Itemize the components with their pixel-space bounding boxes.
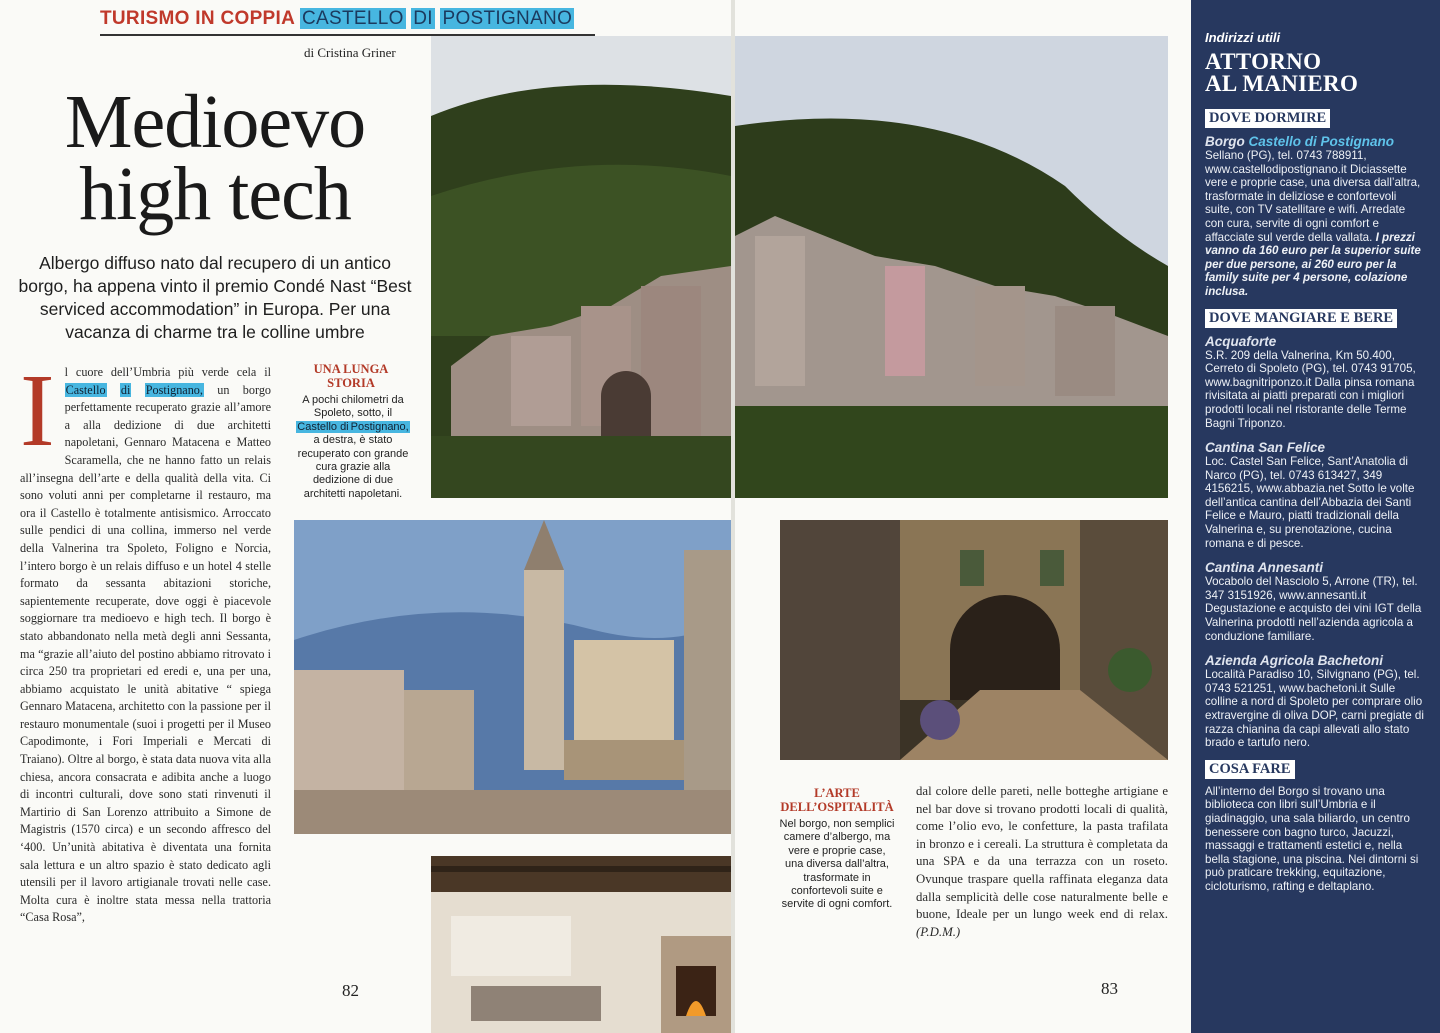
kicker-highlight-1: CASTELLO	[302, 8, 404, 29]
caption-1-highlight-a: Castello di	[297, 420, 349, 433]
venue-details: Località Paradiso 10, Silvignano (PG), tel. 0743 521251, www.bachetoni.it Sulle colline a nord di Spoleto per comprare olio extravergine di oliva DOP, carni pregiate di razza chianina da capi allevati allo stato brado e tartufo nero.	[1205, 668, 1424, 750]
caption-title-1-line-2: STORIA	[327, 376, 375, 390]
venue-name: Acquaforte	[1205, 333, 1277, 349]
headline	[20, 80, 410, 236]
venue-name: Azienda Agricola Bachetoni	[1205, 653, 1384, 669]
article-highlight-3: Postignano,	[145, 382, 203, 397]
caption-1-text-b: a destra, è stato recuperato con grande cura grazie alla dedizione di due architetti napoletani.	[297, 434, 409, 500]
drop-cap: I	[20, 353, 55, 468]
article-rest: un borgo perfettamente recuperato grazie all’amore a alla dedizione di due architetti napoletani, Gennaro Matacena e Matteo Scaramella, che ne hanno fatto un relais all’insegna dell’arte e della qualità della vita. Ci sono voluti anni per completarne il restauro, ma ora il Castello è totalmente antisismico. Arroccato sulle pendici di una collina, immerso nel verde della Valnerina tra Spoleto, Foligno e Norcia, l’intero borgo è un relais diffuso e un hotel 4 stelle formato da sessanta abitazioni storiche, sapientemente recuperate, dove oggi è piacevole soggiornare tra medioevo e high tech. Il borgo è stato abbandonato nella metà degli anni Sessanta, ma “grazie all’aiuto del postino abbiamo ritrovato i circa 250 tra proprietari ed eredi e, una per una, abbiamo acquistato le unità abitative “ spiega Gennaro Matacena, architetto con la passione per il restauro monumentale (suoi i progetti per il Museo Capodimonte, i Fori Imperiali e Mercati di Traiano). Oltre al borgo, è stata data nuova vita alla chiesa, ancora consacrata e adibita anche a luogo di incontri culturali, dove sono stati rinvenuti il Martirio di San Lorenzo attribuito a Simone de Magistris (1570 circa) e un secondo affresco del ‘400. Un’unità abitativa è diventata una fornita sala lettura e un altro spazio è stato dedicato agli utensili per il lavoro artigianale trovati nelle case. Molta cura è inoltre stata messa nella trattoria “Casa Rosa”,	[20, 382, 272, 925]
kicker-highlight-2: DI	[413, 8, 433, 29]
standfirst: Albergo diffuso nato dal recupero di un antico borgo, ha appena vinto il premio Condé Nast “Best serviced accommodation” in Europa. Per una vacanza di charme tra le colline umbre	[18, 253, 412, 342]
hotel-name	[1205, 134, 1426, 149]
caption-title-2-line-1: L’ARTE	[814, 786, 860, 800]
hotel-prices: I prezzi vanno da 160 euro per la superior suite per due persone, ai 260 euro per la family suite per 4 persone, colazione inclusa.	[1205, 230, 1421, 298]
venue-details: Loc. Castel San Felice, Sant’Anatolia di Narco (PG), tel. 0743 613427, 349 4156215, www.abbazia.net Sotto le volte dell’antica cantina dell’Abbazia dei Santi Felice e Mauro, piatti tradizionali della Valnerina e, su prenotazione, cucina romana e di pesce.	[1205, 455, 1415, 550]
caption-title-1	[296, 362, 406, 390]
hotel-name-a: Borgo	[1205, 134, 1245, 149]
sidebar-title-line-2: AL MANIERO	[1205, 71, 1359, 96]
venue-details: S.R. 209 della Valnerina, Km 50.400, Cerreto di Spoleto (PG), tel. 0743 91705, www.bagnitriponzo.it Dalla pinsa romana rivisitata ai piatti preparati con i migliori prodotti locali nel ristorante delle Terme Bagni Triponzo.	[1205, 348, 1416, 430]
kicker-section: TURISMO IN COPPIA	[100, 8, 295, 29]
sidebar-title	[1205, 51, 1426, 95]
photo-village-left	[431, 36, 731, 498]
article-signature: (P.D.M.)	[916, 924, 961, 939]
photo-courtyard	[780, 520, 1168, 760]
article-body	[20, 353, 272, 927]
venue-name: Cantina San Felice	[1205, 440, 1326, 456]
section-dove-mangiare	[1205, 309, 1426, 750]
hotel-text: Sellano (PG), tel. 0743 788911, www.castellodipostignano.it Diciassette vere e proprie case, una diversa dall’altra, trasformate in deliziose e confortevoli suite, con TV satellitare e wifi. Arredate con cura, servite di ogni comfort e affacciate sul verde della vallata.	[1205, 149, 1421, 244]
page-number-left: 82	[342, 981, 359, 1000]
caption-text-1	[296, 394, 410, 501]
section-kicker	[100, 8, 595, 36]
tag-cosa-fare: COSA FARE	[1205, 760, 1295, 779]
caption-1-text-a: A pochi chilometri da Spoleto, sotto, il	[302, 394, 404, 420]
sidebar-kicker: Indirizzi utili	[1205, 30, 1281, 45]
article-highlight-2: di	[120, 382, 131, 397]
page-number-right: 83	[1101, 979, 1118, 998]
section-cosa-fare	[1205, 760, 1426, 894]
caption-title-2	[778, 786, 896, 814]
hotel-details	[1205, 149, 1426, 299]
photo-interior	[431, 856, 731, 1033]
article-highlight-1: Castello	[65, 382, 106, 397]
caption-title-2-line-2: DELL’OSPITALITÀ	[780, 800, 894, 814]
byline: di Cristina Griner	[304, 45, 396, 60]
headline-line-2: high tech	[79, 152, 351, 236]
hotel-name-b: Castello di Postignano	[1248, 134, 1395, 149]
article-start: l cuore dell’Umbria più verde cela il	[64, 365, 271, 379]
tag-dove-mangiare: DOVE MANGIARE E BERE	[1205, 309, 1397, 328]
article-continuation-text: dal colore delle pareti, nelle botteghe artigiane e nel bar dove si trovano prodotti locali di qualità, come l’olio evo, le confetture, la pasta trafilata in bronzo e i cereali. La struttura è completata da una SPA e da una terrazza con un roseto. Ovunque traspare quella raffinata eleganza data dalla semplicità delle cose naturalmente belle e buone, Ideale per un lungo week end di relax.	[916, 784, 1168, 922]
photo-cathedral	[294, 520, 731, 834]
kicker-highlight-3: POSTIGNANO	[442, 8, 573, 29]
section-dove-dormire	[1205, 109, 1426, 299]
headline-line-1: Medioevo	[64, 80, 366, 164]
tag-dove-dormire: DOVE DORMIRE	[1205, 109, 1330, 128]
activities-text: All’interno del Borgo si trovano una biblioteca con libri sull’Umbria e il giadinaggio, una sala biliardo, un centro benessere con bagno turco, Jacuzzi, massaggi e trattamenti estetici e, nella bella stagione, una piscina. Nei dintorni si può praticare trekking, equitazione, cicloturismo, rafting e deltaplano.	[1205, 784, 1419, 893]
venue-name: Cantina Annesanti	[1205, 560, 1324, 576]
caption-text-2: Nel borgo, non semplici camere d’albergo, ma vere e proprie case, una diversa dall’altra, trasformate in confortevoli suite e servite di ogni comfort.	[779, 818, 895, 911]
useful-addresses-sidebar	[1191, 0, 1440, 1033]
caption-1-highlight-b: Postignano,	[350, 420, 409, 433]
article-continuation	[916, 783, 1168, 941]
sidebar-title-line-1: ATTORNO	[1205, 49, 1322, 74]
photo-village-right	[735, 36, 1168, 498]
caption-title-1-line-1: UNA LUNGA	[313, 362, 389, 376]
venue-details: Vocabolo del Nasciolo 5, Arrone (TR), tel. 347 3151926, www.annesanti.it Degustazione e acquisto dei vini IGT della Valnerina prodotti nell’azienda agricola a conduzione familiare.	[1205, 575, 1422, 643]
